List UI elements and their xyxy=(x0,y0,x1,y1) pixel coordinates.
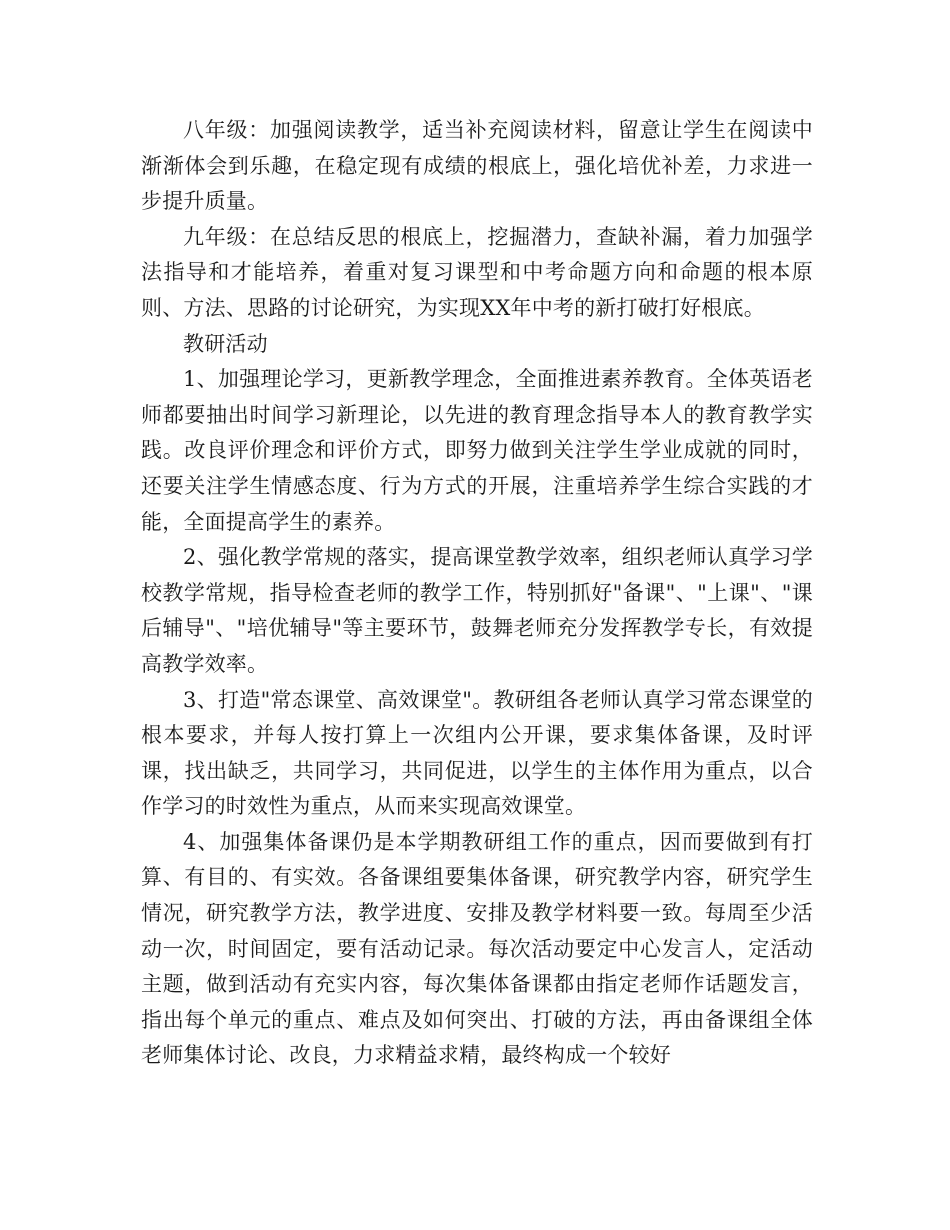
paragraph-item-4: 4、加强集体备课仍是本学期教研组工作的重点，因而要做到有打算、有目的、有实效。各备课组要集体备课，研究教学内容，研究学生情况，研究教学方法，教学进度、安排及教学材料要一致。每周至少活动一次，时间固定，要有活动记录。每次活动要定中心发言人，定活动主题，做到活动有充实内容，每次集体备课都由指定老师作话题发言，指出每个单元的重点、难点及如何突出、打破的方法，再由备课组全体老师集体讨论、改良，力求精益求精，最终构成一个较好 xyxy=(141,829,813,1068)
paragraph-item-1: 1、加强理论学习，更新教学理念，全面推进素养教育。全体英语老师都要抽出时间学习新理论，以先进的教育理念指导本人的教育教学实践。改良评价理念和评价方式，即努力做到关注学生学业成就的同时，还要关注学生情感态度、行为方式的开展，注重培养学生综合实践的才能，全面提高学生的素养。 xyxy=(141,367,813,534)
paragraph-item-3: 3、打造"常态课堂、高效课堂"。教研组各老师认真学习常态课堂的根本要求，并每人按打算上一次组内公开课，要求集体备课，及时评课，找出缺乏，共同学习，共同促进，以学生的主体作用为重点，以合作学习的时效性为重点，从而来实现高效课堂。 xyxy=(141,687,813,819)
paragraph-item-2: 2、强化教学常规的落实，提高课堂教学效率，组织老师认真学习学校教学常规，指导检查老师的教学工作，特别抓好"备课"、"上课"、"课后辅导"、"培优辅导"等主要环节，鼓舞老师充分发挥教学专长，有效提高教学效率。 xyxy=(141,545,813,676)
section-heading-research-activities: 教研活动 xyxy=(183,331,268,356)
paragraph-grade-nine: 九年级：在总结反思的根底上，挖掘潜力，查缺补漏，着力加强学法指导和才能培养，着重对复习课型和中考命题方向和命题的根本原则、方法、思路的讨论研究，为实现XX年中考的新打破打好根底。 xyxy=(141,224,813,320)
paragraph-grade-eight: 八年级：加强阅读教学，适当补充阅读材料，留意让学生在阅读中渐渐体会到乐趣，在稳定现有成绩的根底上，强化培优补差，力求进一步提升质量。 xyxy=(141,118,813,214)
document-body xyxy=(141,113,813,1074)
